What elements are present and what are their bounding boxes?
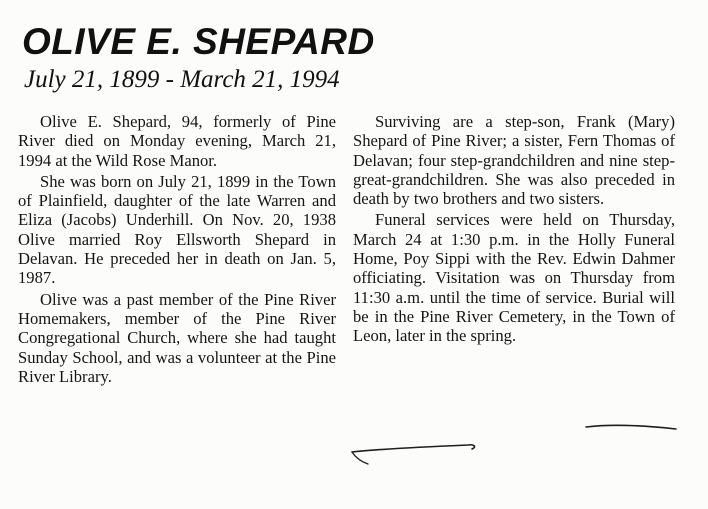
paragraph-survivors: Surviving are a step-son, Frank (Mary) Shepard of Pine River; a sister, Fern Thomas of Delavan; four step-grandchildren and nine step-great-grandchildren. She was also preceded in death by two brothers and two sisters. <box>353 112 675 209</box>
right-column <box>353 112 675 348</box>
left-column <box>18 112 336 388</box>
obituary-name: OLIVE E. SHEPARD <box>22 21 375 62</box>
paragraph-birth-marriage: She was born on July 21, 1899 in the Town of Plainfield, daughter of the late Warren and Eliza (Jacobs) Underhill. On Nov. 20, 1938 Olive married Roy Ellsworth Shepard in Delavan. He preceded her in death on Jan. 5, 1987. <box>18 171 336 288</box>
obituary-dates: July 21, 1899 - March 21, 1994 <box>24 66 340 93</box>
pen-flourish <box>352 452 368 464</box>
paragraph-death-notice: Olive E. Shepard, 94, formerly of Pine River died on Monday evening, March 21, 1994 at the Wild Rose Manor. <box>18 112 336 170</box>
pen-underline <box>586 425 676 429</box>
paragraph-memberships: Olive was a past member of the Pine River Homemakers, member of the Pine River Congregational Church, where she had taught Sunday School, and was a volunteer at the Pine River Library. <box>18 289 336 386</box>
paragraph-funeral: Funeral services were held on Thursday, March 24 at 1:30 p.m. in the Holly Funeral Home, Poy Sippi with the Rev. Edwin Dahmer officiating. Visitation was on Thursday from 11:30 a.m. until the time of service. Burial will be in the Pine River Cemetery, in the Town of Leon, later in the spring. <box>353 210 675 346</box>
pen-underline-lower <box>352 445 475 452</box>
